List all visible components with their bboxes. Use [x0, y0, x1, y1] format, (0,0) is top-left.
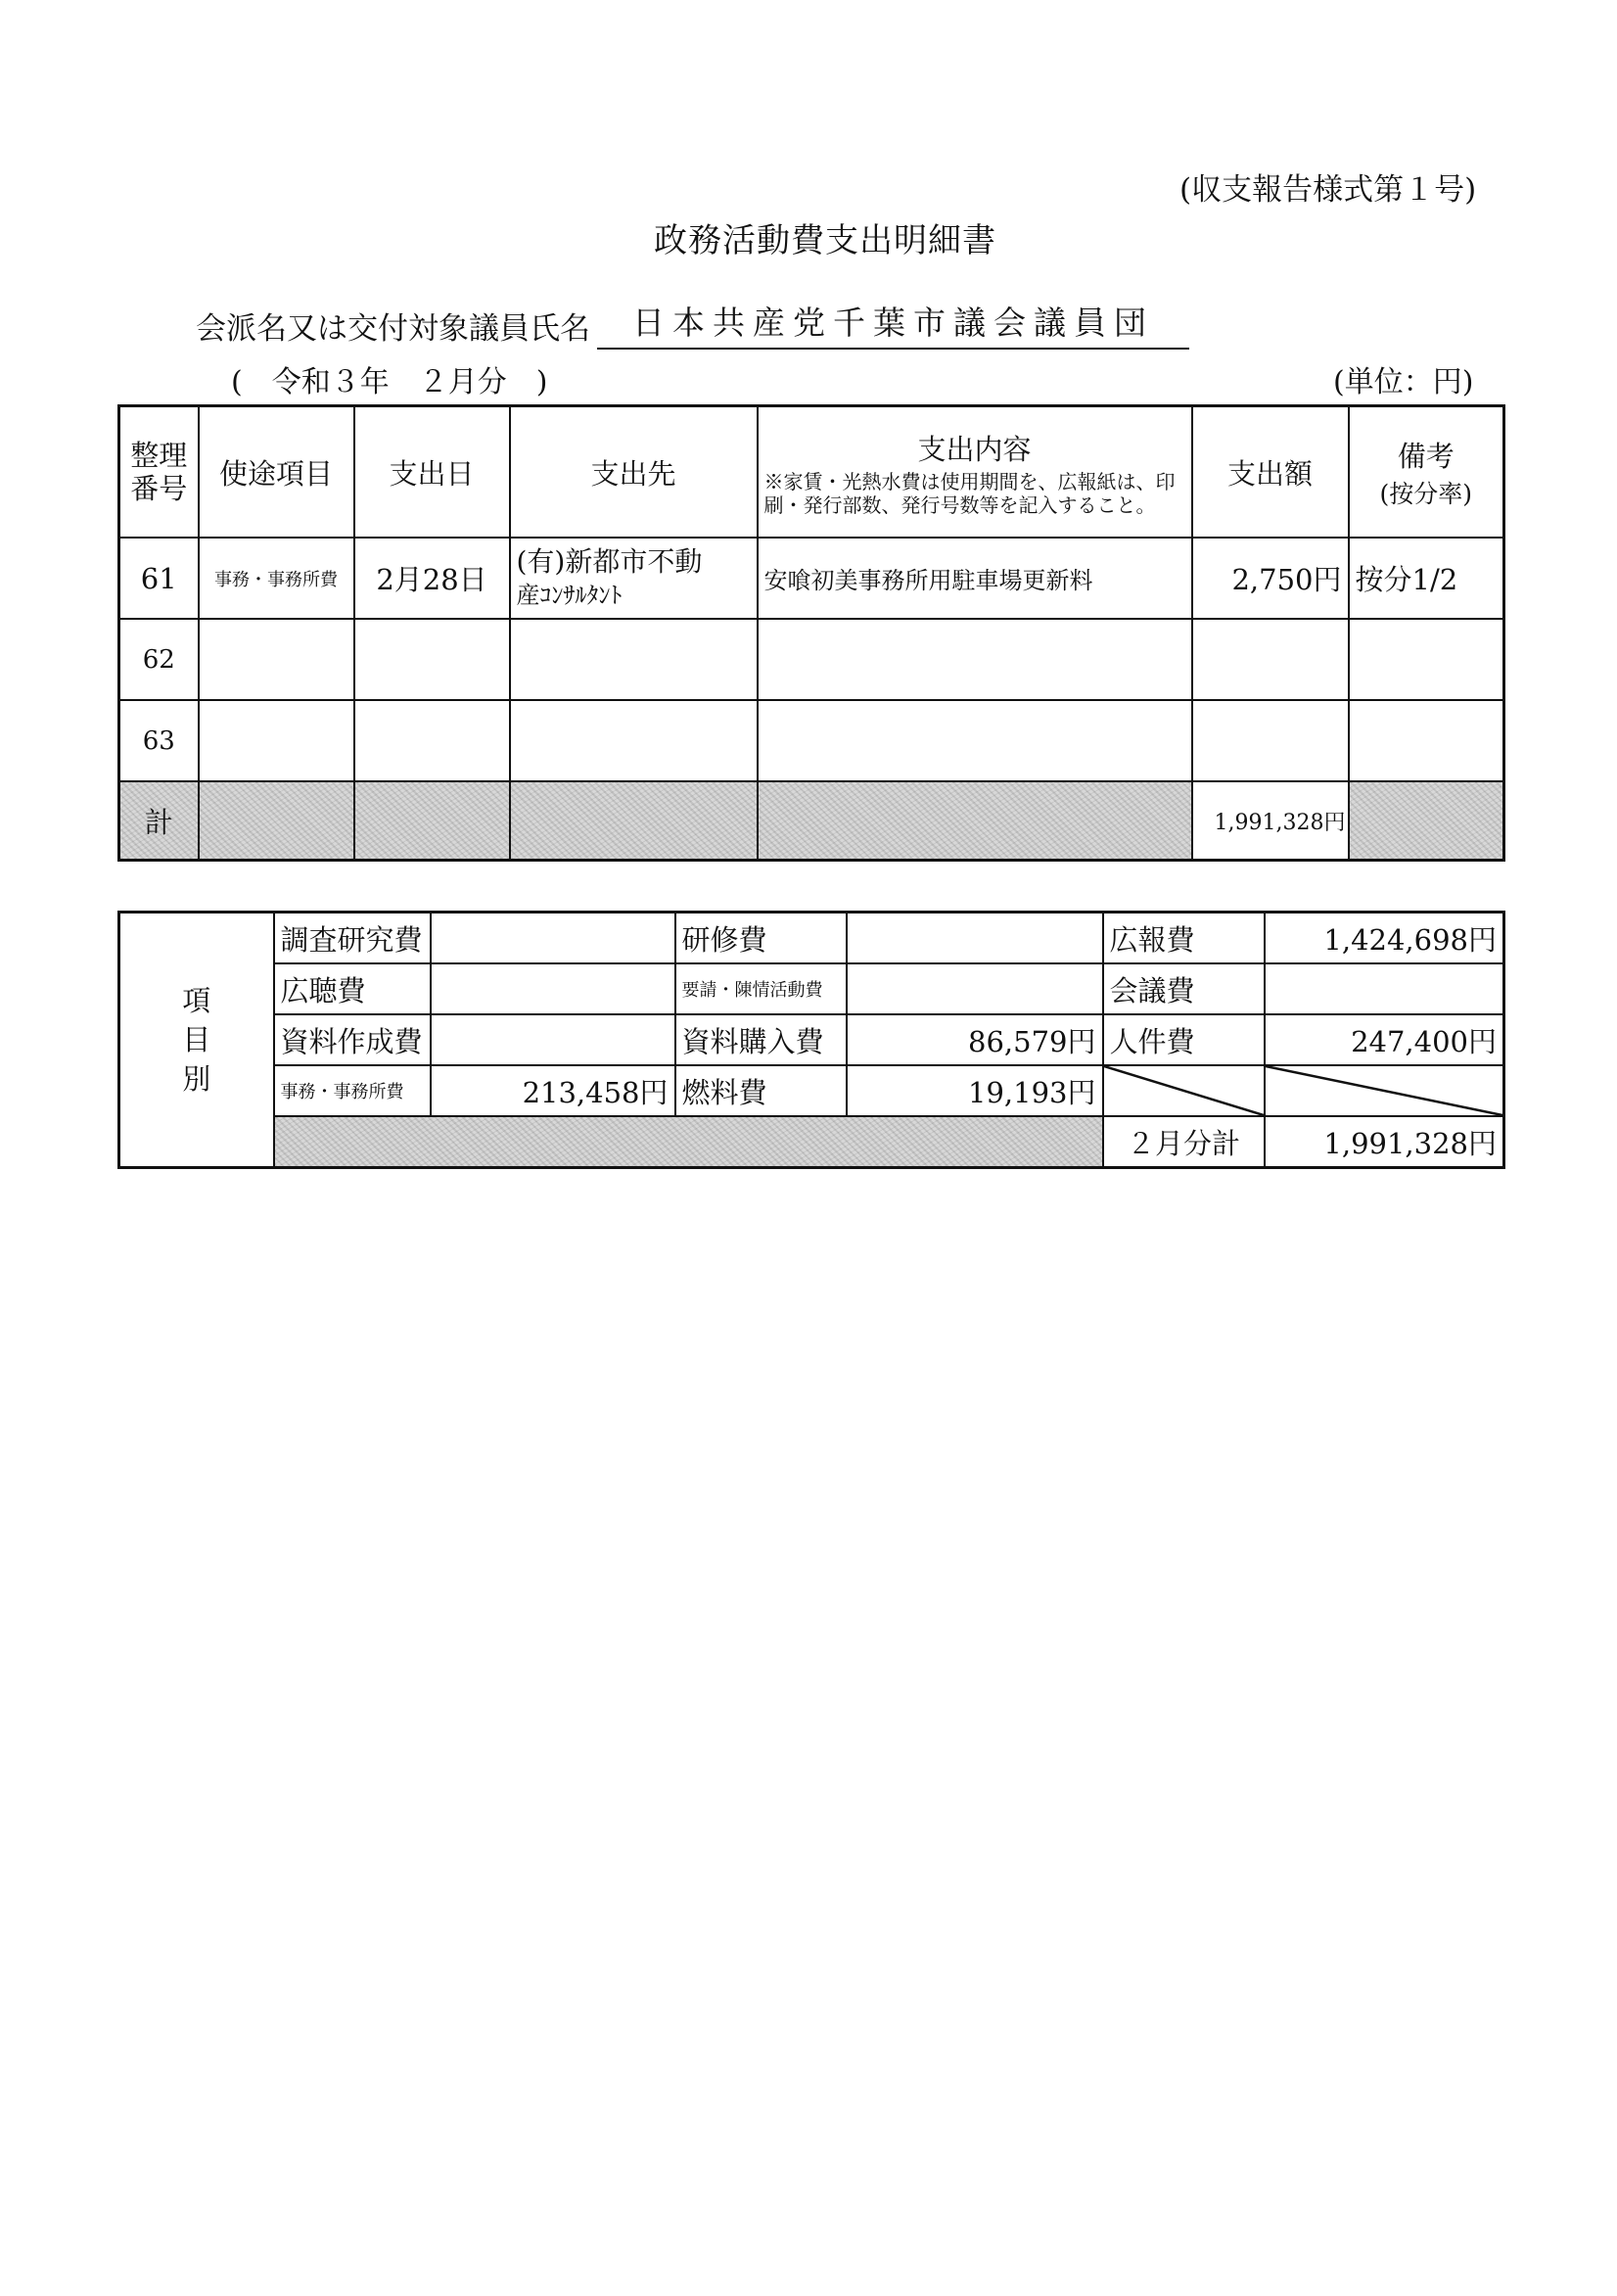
category-value: 1,424,698円 [1265, 913, 1504, 964]
header-date: 支出日 [354, 406, 510, 539]
category-value: 213,458円 [431, 1065, 675, 1116]
total-amount: 1,991,328円 [1192, 781, 1349, 861]
row-amount [1192, 619, 1349, 700]
header-content-note: ※家賃・光熱水費は使用期間を、広報紙は、印刷・発行部数、発行号数等を記入すること。 [763, 469, 1176, 517]
category-label: 資料作成費 [274, 1014, 431, 1065]
month-total-label: ２月分計 [1103, 1116, 1265, 1168]
row-payee [510, 619, 758, 700]
reporting-period: ( 令和３年 ２月分 ) [231, 365, 548, 399]
category-label: 事務・事務所費 [274, 1065, 431, 1116]
row-content: 安喰初美事務所用駐車場更新料 [758, 538, 1192, 619]
month-total-value: 1,991,328円 [1265, 1116, 1504, 1168]
category-value [847, 963, 1103, 1014]
row-date [354, 700, 510, 781]
category-value [431, 1014, 675, 1065]
category-label: 研修費 [675, 913, 847, 964]
category-label: 資料購入費 [675, 1014, 847, 1065]
side-label [119, 913, 274, 1168]
row-content [758, 619, 1192, 700]
shaded-cell [274, 1116, 1103, 1168]
header-payee: 支出先 [510, 406, 758, 539]
category-value: 19,193円 [847, 1065, 1103, 1116]
slashed-cell [1103, 1065, 1265, 1116]
header-content-title: 支出内容 [917, 432, 1032, 466]
row-use-item: 事務・事務所費 [199, 538, 354, 619]
row-amount: 2,750円 [1192, 538, 1349, 619]
slashed-cell [1265, 1065, 1504, 1116]
total-row [119, 781, 1504, 861]
summary-row [119, 913, 1504, 964]
shaded-cell [758, 781, 1192, 861]
row-no: 62 [119, 619, 199, 700]
header-remarks-sub: (按分率) [1379, 479, 1472, 508]
summary-row [119, 1014, 1504, 1065]
expenditure-table [117, 404, 1505, 862]
header-use-item: 使途項目 [199, 406, 354, 539]
table-row [119, 538, 1504, 619]
currency-unit: (単位：円) [1333, 365, 1474, 399]
summary-row [119, 1065, 1504, 1116]
row-date [354, 619, 510, 700]
row-date: 2月28日 [354, 538, 510, 619]
category-label: 要請・陳情活動費 [675, 963, 847, 1014]
row-no: 61 [119, 538, 199, 619]
party-label: 会派名又は交付対象議員氏名 [196, 311, 590, 347]
summary-row [119, 963, 1504, 1014]
category-value: 86,579円 [847, 1014, 1103, 1065]
side-label-char: 目 [182, 1023, 211, 1056]
header-remarks [1349, 406, 1504, 539]
row-payee [510, 538, 758, 619]
table-header-row [119, 406, 1504, 539]
row-amount [1192, 700, 1349, 781]
shaded-cell [510, 781, 758, 861]
row-remarks [1349, 619, 1504, 700]
category-value [1265, 963, 1504, 1014]
row-payee-line2: 産ｺﾝｻﾙﾀﾝﾄ [516, 581, 623, 609]
header-amount: 支出額 [1192, 406, 1349, 539]
row-payee [510, 700, 758, 781]
row-no: 63 [119, 700, 199, 781]
row-use-item [199, 700, 354, 781]
header-no: 整理番号 [119, 406, 199, 539]
table-row [119, 619, 1504, 700]
row-payee-line1: (有)新都市不動 [516, 544, 703, 578]
category-label: 人件費 [1103, 1014, 1265, 1065]
shaded-cell [1349, 781, 1504, 861]
category-label: 広報費 [1103, 913, 1265, 964]
header-remarks-title: 備考 [1397, 439, 1455, 473]
side-label-char: 項 [182, 984, 211, 1017]
party-name: 日本共産党千葉市議会議員団 [597, 298, 1189, 350]
row-content [758, 700, 1192, 781]
category-value [847, 913, 1103, 964]
row-remarks [1349, 700, 1504, 781]
category-summary-table [117, 911, 1505, 1169]
shaded-cell [199, 781, 354, 861]
row-use-item [199, 619, 354, 700]
table-row [119, 700, 1504, 781]
category-label: 調査研究費 [274, 913, 431, 964]
category-label: 会議費 [1103, 963, 1265, 1014]
category-value: 247,400円 [1265, 1014, 1504, 1065]
summary-total-row [119, 1116, 1504, 1168]
category-value [431, 963, 675, 1014]
category-label: 広聴費 [274, 963, 431, 1014]
header-content [758, 406, 1192, 539]
category-label: 燃料費 [675, 1065, 847, 1116]
total-label: 計 [119, 781, 199, 861]
row-remarks: 按分1/2 [1349, 538, 1504, 619]
document-title: 政務活動費支出明細書 [654, 221, 996, 260]
category-value [431, 913, 675, 964]
shaded-cell [354, 781, 510, 861]
form-number: (収支報告様式第１号) [1179, 172, 1477, 208]
side-label-char: 別 [182, 1062, 211, 1096]
